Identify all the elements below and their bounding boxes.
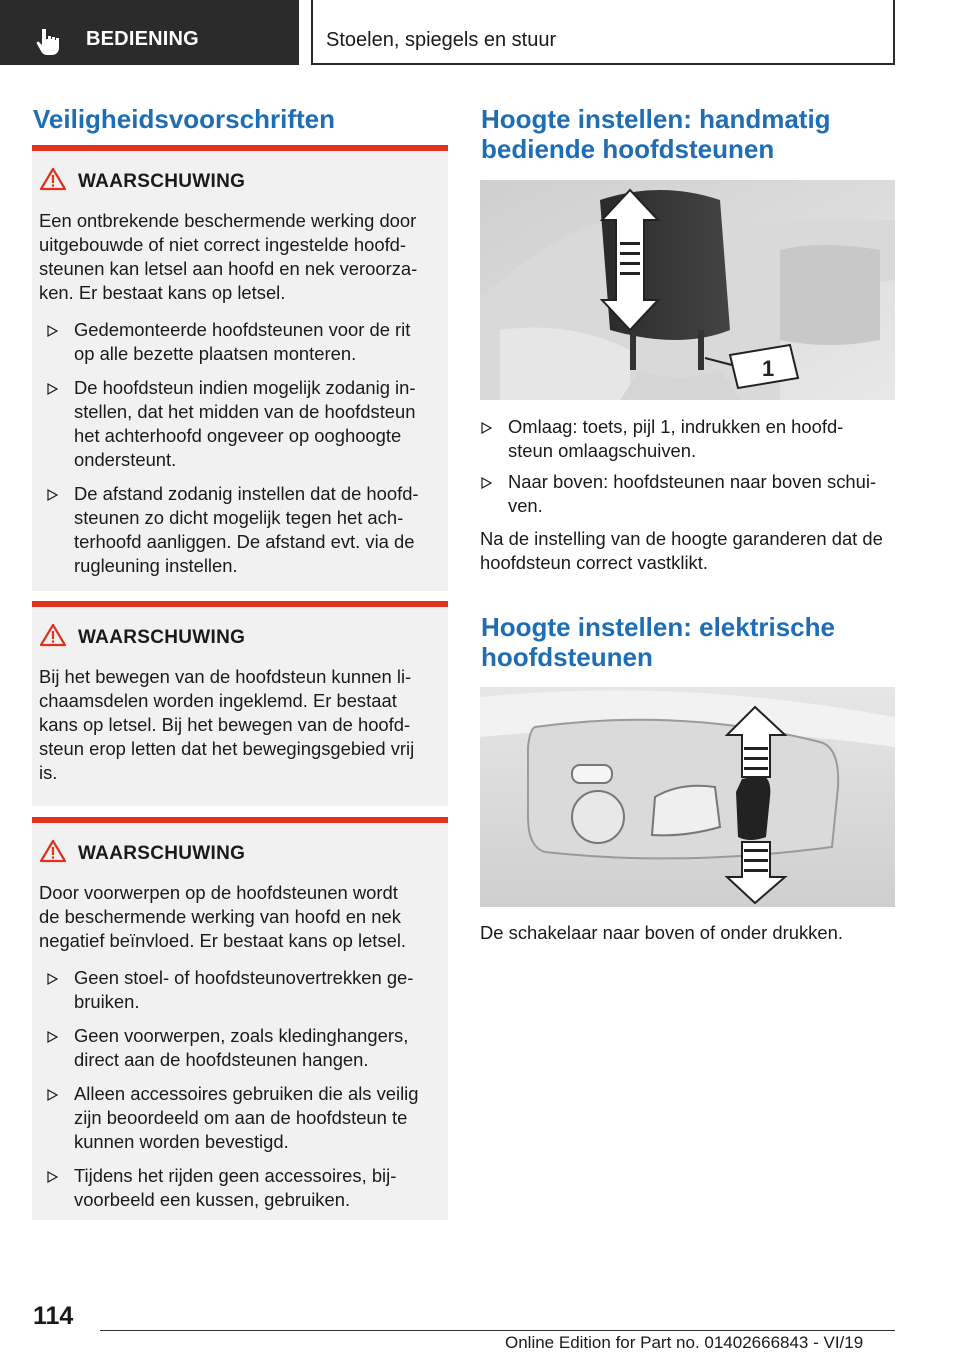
heading-line: hoofdsteunen xyxy=(481,642,653,672)
heading-line: bediende hoofdsteunen xyxy=(481,134,775,164)
warning-box-1 xyxy=(32,145,448,591)
list-item-line: steunen zo dicht mogelijk tegen het ach- xyxy=(74,507,404,528)
list-item-line: direct aan de hoofdsteunen hangen. xyxy=(74,1049,369,1070)
warning-box-3 xyxy=(32,817,448,1220)
list-item-line: ven. xyxy=(508,495,543,516)
list-item-line: Geen stoel- of hoofdsteunovertrekken ge- xyxy=(74,967,414,988)
warning-text-line: negatief beïnvloed. Er bestaat kans op letsel. xyxy=(39,930,407,951)
warning-text-line: kans op letsel. Bij het bewegen van de hoofd- xyxy=(39,714,411,735)
list-item xyxy=(74,1024,440,1072)
list-item xyxy=(508,470,908,518)
list-item-line: ondersteunt. xyxy=(74,449,177,470)
hand-pointer-icon xyxy=(36,27,66,55)
list-item xyxy=(74,1082,440,1154)
warning-text-line: ken. Er bestaat kans op letsel. xyxy=(39,282,286,303)
edition-note: Online Edition for Part no. 01402666843 - VI/19 xyxy=(505,1333,864,1352)
bullet-triangle-icon xyxy=(46,973,58,985)
heading-electric-headrest xyxy=(481,612,835,672)
heading-line: Hoogte instellen: handmatig xyxy=(481,104,831,134)
warning-title: WAARSCHUWING xyxy=(78,627,246,648)
list-item-line: steun omlaagschuiven. xyxy=(508,440,697,461)
warning-text-line: steunen kan letsel aan hoofd en nek veroorza- xyxy=(39,258,418,279)
list-item-line: voorbeeld een kussen, gebruiken. xyxy=(74,1189,351,1210)
list-item-line: De afstand zodanig instellen dat de hoofd- xyxy=(74,483,419,504)
section-title: BEDIENING xyxy=(86,28,199,50)
list-item-line: Tijdens het rijden geen accessoires, bij- xyxy=(74,1165,397,1186)
paragraph-line: Na de instelling van de hoogte garanderen dat de xyxy=(480,528,883,549)
section-tab xyxy=(0,0,299,65)
bullet-triangle-icon xyxy=(46,1089,58,1101)
warning-title: WAARSCHUWING xyxy=(78,171,246,192)
warning-text-line: Een ontbrekende beschermende werking door xyxy=(39,210,417,231)
list-item-line: Naar boven: hoofdsteunen naar boven schui- xyxy=(508,471,877,492)
headrest-illustration xyxy=(480,180,895,400)
list-item-line: rugleuning instellen. xyxy=(74,555,238,576)
bullet-triangle-icon xyxy=(46,489,58,501)
bullet-triangle-icon xyxy=(46,325,58,337)
warning-triangle-icon xyxy=(40,167,66,191)
list-item-line: zijn beoordeeld om aan de hoofdsteun te xyxy=(74,1107,408,1128)
list-item xyxy=(74,318,440,366)
list-item-line: Omlaag: toets, pijl 1, indrukken en hoofd- xyxy=(508,416,844,437)
list-item xyxy=(74,482,440,578)
list-item-line: Gedemonteerde hoofdsteunen voor de rit xyxy=(74,319,411,340)
footer-divider xyxy=(100,1330,895,1331)
list-item-line: De hoofdsteun indien mogelijk zodanig in- xyxy=(74,377,416,398)
heading-line: Hoogte instellen: elektrische xyxy=(481,612,835,642)
bullet-triangle-icon xyxy=(480,422,492,434)
list-item-line: kunnen worden bevestigd. xyxy=(74,1131,289,1152)
paragraph: De schakelaar naar boven of onder drukken. xyxy=(480,922,843,943)
paragraph xyxy=(480,527,900,575)
list-item-line: stellen, dat het midden van de hoofdsteun xyxy=(74,401,416,422)
list-item-line: terhoofd aanliggen. De afstand evt. via de xyxy=(74,531,415,552)
heading-manual-headrest xyxy=(481,104,831,164)
warning-title: WAARSCHUWING xyxy=(78,843,246,864)
heading-safety: Veiligheidsvoorschriften xyxy=(33,104,335,134)
warning-text-line: de beschermende werking van hoofd en nek xyxy=(39,906,401,927)
warning-text-line: Door voorwerpen op de hoofdsteunen wordt xyxy=(39,882,398,903)
warning-text-line: chaamsdelen worden ingeklemd. Er bestaat xyxy=(39,690,397,711)
warning-text-line: steun erop letten dat het bewegingsgebied vrij xyxy=(39,738,415,759)
warning-text-line: uitgebouwde of niet correct ingestelde hoofd- xyxy=(39,234,407,255)
bullet-triangle-icon xyxy=(46,1031,58,1043)
list-item-line: bruiken. xyxy=(74,991,140,1012)
warning-triangle-icon xyxy=(40,839,66,863)
figure-manual-headrest xyxy=(480,180,895,400)
page-number: 114 xyxy=(33,1302,74,1330)
chapter-title: Stoelen, spiegels en stuur xyxy=(326,29,557,51)
warning-text-line: is. xyxy=(39,762,58,783)
list-item xyxy=(74,966,440,1014)
bullet-triangle-icon xyxy=(480,477,492,489)
list-item xyxy=(74,376,440,472)
warning-text-line: Bij het bewegen van de hoofdsteun kunnen li- xyxy=(39,666,412,687)
seat-switch-illustration xyxy=(480,687,895,907)
warning-triangle-icon xyxy=(40,623,66,647)
bullet-triangle-icon xyxy=(46,383,58,395)
list-item xyxy=(508,415,908,463)
list-item-line: Alleen accessoires gebruiken die als veilig xyxy=(74,1083,419,1104)
list-item xyxy=(74,1164,440,1212)
list-item-line: Geen voorwerpen, zoals kledinghangers, xyxy=(74,1025,409,1046)
bullet-triangle-icon xyxy=(46,1171,58,1183)
chapter-header xyxy=(311,0,895,65)
list-item-line: het achterhoofd ongeveer op ooghoogte xyxy=(74,425,402,446)
figure-label-1: 1 xyxy=(762,356,775,381)
paragraph-line: hoofdsteun correct vastklikt. xyxy=(480,552,708,573)
warning-box-2 xyxy=(32,601,448,806)
figure-electric-switch xyxy=(480,687,895,907)
list-item-line: op alle bezette plaatsen monteren. xyxy=(74,343,357,364)
